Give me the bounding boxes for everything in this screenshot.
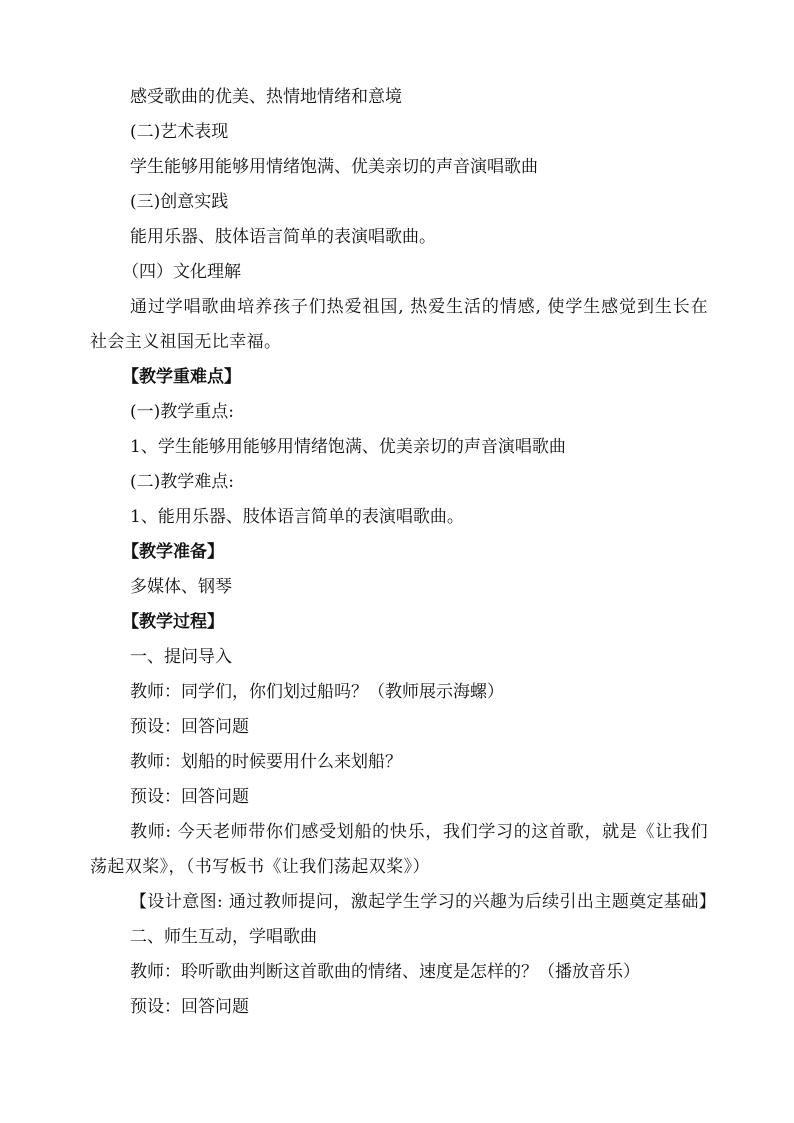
section-heading: 【教学过程】 (122, 612, 224, 632)
section-subheading: (二)艺术表现 (130, 122, 229, 142)
section-subheading: (二)教学难点: (130, 472, 234, 492)
text-line: 1、学生能够用能够用情绪饱满、优美亲切的声音演唱歌曲 (130, 437, 566, 457)
section-heading: 【教学重难点】 (122, 367, 241, 387)
design-intent-note: 【设计意图: 通过教师提问，激起学生学习的兴趣为后续引出主题奠定基础】 (130, 892, 717, 912)
text-line: 预设：回答问题 (130, 997, 249, 1017)
section-subheading: 二、师生互动，学唱歌曲 (130, 927, 317, 947)
section-subheading: （四）文化理解 (122, 262, 241, 282)
document-body (90, 80, 717, 1025)
paragraph: 通过学唱歌曲培养孩子们热爱祖国, 热爱生活的情感, 使学生感觉到生长在社会主义祖国无比幸福。 (90, 297, 708, 352)
text-line: 多媒体、钢琴 (130, 577, 232, 597)
text-line: 感受歌曲的优美、热情地情绪和意境 (130, 87, 402, 107)
text-line: 能用乐器、肢体语言简单的表演唱歌曲。 (130, 227, 436, 247)
section-subheading: (三)创意实践 (130, 192, 229, 212)
paragraph: 教师: 今天老师带你们感受划船的快乐，我们学习的这首歌，就是《让我们荡起双桨》，（书写板书《让我们荡起双桨》） (90, 822, 708, 877)
text-line: 教师：同学们，你们划过船吗？（教师展示海螺） (130, 682, 504, 702)
section-subheading: (一)教学重点: (130, 402, 234, 422)
text-line: 教师：划船的时候要用什么来划船？ (130, 752, 402, 772)
section-subheading: 一、提问导入 (130, 647, 232, 667)
text-line: 预设：回答问题 (130, 787, 249, 807)
text-line: 预设：回答问题 (130, 717, 249, 737)
text-line: 教师：聆听歌曲判断这首歌曲的情绪、速度是怎样的？（播放音乐） (130, 962, 640, 982)
text-line: 学生能够用能够用情绪饱满、优美亲切的声音演唱歌曲 (130, 157, 538, 177)
section-heading: 【教学准备】 (122, 542, 224, 562)
text-line: 1、能用乐器、肢体语言简单的表演唱歌曲。 (130, 507, 464, 527)
